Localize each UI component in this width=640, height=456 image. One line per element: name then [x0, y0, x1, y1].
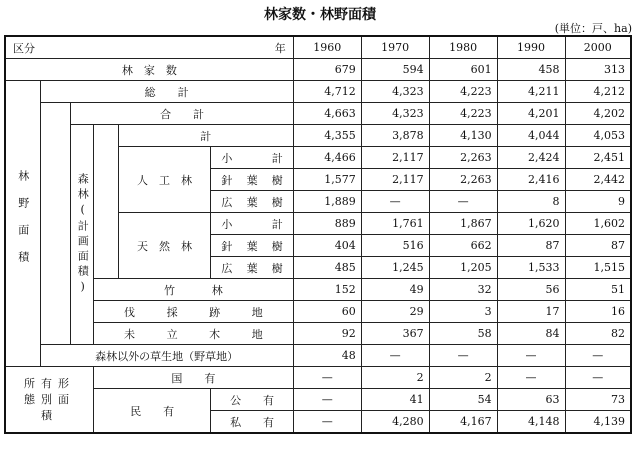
cell: 87 [565, 235, 631, 257]
cell: 1,867 [429, 213, 497, 235]
cell: 49 [361, 279, 429, 301]
row-label: 国 有 [94, 367, 294, 389]
row-label: 総 計 [40, 81, 293, 103]
cell: 594 [361, 59, 429, 81]
cell: 54 [429, 389, 497, 411]
table-row [5, 59, 631, 81]
shoyu-label: 所有形態別面積 [5, 367, 94, 434]
cell: 458 [497, 59, 565, 81]
blank-cell [94, 125, 119, 279]
table-row [5, 367, 631, 389]
cell: — [293, 389, 361, 411]
cell: 4,663 [293, 103, 361, 125]
cell: 4,148 [497, 411, 565, 434]
cell: 2,416 [497, 169, 565, 191]
row-label: 林 家 数 [5, 59, 293, 81]
row-label: 広 葉 樹 [211, 191, 293, 213]
cell: 4,712 [293, 81, 361, 103]
row-label: 森林以外の草生地（野草地） [40, 345, 293, 367]
cell: 2,442 [565, 169, 631, 191]
cell: 1,533 [497, 257, 565, 279]
cell: 1,620 [497, 213, 565, 235]
cell: 48 [293, 345, 361, 367]
year-header: 1960 [293, 36, 361, 59]
cell: 4,466 [293, 147, 361, 169]
page-title: 林家数・林野面積 [264, 7, 376, 23]
year-header: 2000 [565, 36, 631, 59]
cell: 2,451 [565, 147, 631, 169]
row-label: 針 葉 樹 [211, 169, 293, 191]
cell: 41 [361, 389, 429, 411]
cell: 4,212 [565, 81, 631, 103]
row-label: 伐 採 跡 地 [94, 301, 294, 323]
cell: 516 [361, 235, 429, 257]
row-label: 竹 林 [94, 279, 294, 301]
cell: 1,577 [293, 169, 361, 191]
tennenrin-label: 天 然 林 [118, 213, 211, 279]
cell: 1,245 [361, 257, 429, 279]
cell: 4,130 [429, 125, 497, 147]
row-label: 未 立 木 地 [94, 323, 294, 345]
cell: 3,878 [361, 125, 429, 147]
header-cell [5, 36, 293, 59]
cell: 2,424 [497, 147, 565, 169]
cell: 60 [293, 301, 361, 323]
cell: — [497, 367, 565, 389]
cell: 485 [293, 257, 361, 279]
cell: 73 [565, 389, 631, 411]
cell: 82 [565, 323, 631, 345]
table-row [5, 125, 631, 147]
cell: 4,044 [497, 125, 565, 147]
row-label: 針 葉 樹 [211, 235, 293, 257]
row-label: 計 [118, 125, 293, 147]
cell: 4,223 [429, 103, 497, 125]
row-label: 私 有 [211, 411, 293, 434]
shinrin-label: 森林(計画面積) [71, 125, 94, 345]
cell: 2 [361, 367, 429, 389]
unit-note: (単位：戸、ha) [554, 22, 632, 35]
min-label: 民 有 [94, 389, 211, 434]
rinya-label: 林野面積 [5, 81, 40, 367]
year-header: 1970 [361, 36, 429, 59]
forest-table [4, 35, 632, 434]
cell: 9 [565, 191, 631, 213]
cell: 2,117 [361, 147, 429, 169]
cell: — [429, 345, 497, 367]
cell: — [565, 345, 631, 367]
year-header: 1990 [497, 36, 565, 59]
header-left: 区分 [13, 41, 35, 55]
cell: 16 [565, 301, 631, 323]
cell: 2,263 [429, 147, 497, 169]
cell: — [361, 345, 429, 367]
cell: 56 [497, 279, 565, 301]
table-row [5, 103, 631, 125]
blank-cell [40, 103, 71, 345]
cell: 2 [429, 367, 497, 389]
cell: 4,323 [361, 103, 429, 125]
cell: 58 [429, 323, 497, 345]
table-row [5, 323, 631, 345]
cell: 63 [497, 389, 565, 411]
cell: 29 [361, 301, 429, 323]
cell: — [429, 191, 497, 213]
cell: 313 [565, 59, 631, 81]
cell: 4,211 [497, 81, 565, 103]
row-label: 公 有 [211, 389, 293, 411]
header-row [5, 36, 631, 59]
table-row [5, 81, 631, 103]
cell: — [293, 367, 361, 389]
cell: 1,761 [361, 213, 429, 235]
cell: 2,263 [429, 169, 497, 191]
cell: 87 [497, 235, 565, 257]
cell: 4,280 [361, 411, 429, 434]
cell: 4,053 [565, 125, 631, 147]
cell: 889 [293, 213, 361, 235]
cell: 17 [497, 301, 565, 323]
cell: 662 [429, 235, 497, 257]
header-right: 年 [274, 41, 286, 55]
cell: 679 [293, 59, 361, 81]
table-row [5, 389, 631, 411]
cell: 601 [429, 59, 497, 81]
row-label: 広 葉 樹 [211, 257, 293, 279]
cell: 404 [293, 235, 361, 257]
cell: 8 [497, 191, 565, 213]
table-row [5, 301, 631, 323]
cell: 1,889 [293, 191, 361, 213]
cell: — [361, 191, 429, 213]
cell: 2,117 [361, 169, 429, 191]
cell: 1,515 [565, 257, 631, 279]
cell: — [497, 345, 565, 367]
cell: 4,167 [429, 411, 497, 434]
cell: 1,205 [429, 257, 497, 279]
cell: 1,602 [565, 213, 631, 235]
cell: 3 [429, 301, 497, 323]
cell: 4,355 [293, 125, 361, 147]
table-row [5, 279, 631, 301]
row-label: 合 計 [71, 103, 293, 125]
row-label: 小 計 [211, 147, 293, 169]
table-row [5, 345, 631, 367]
year-header: 1980 [429, 36, 497, 59]
cell: — [293, 411, 361, 434]
row-label: 小 計 [211, 213, 293, 235]
cell: 4,202 [565, 103, 631, 125]
cell: 4,323 [361, 81, 429, 103]
cell: 4,139 [565, 411, 631, 434]
cell: 367 [361, 323, 429, 345]
cell: 4,223 [429, 81, 497, 103]
cell: 152 [293, 279, 361, 301]
jinkorin-label: 人 工 林 [118, 147, 211, 213]
cell: 84 [497, 323, 565, 345]
cell: 32 [429, 279, 497, 301]
cell: 4,201 [497, 103, 565, 125]
cell: 92 [293, 323, 361, 345]
cell: — [565, 367, 631, 389]
cell: 51 [565, 279, 631, 301]
